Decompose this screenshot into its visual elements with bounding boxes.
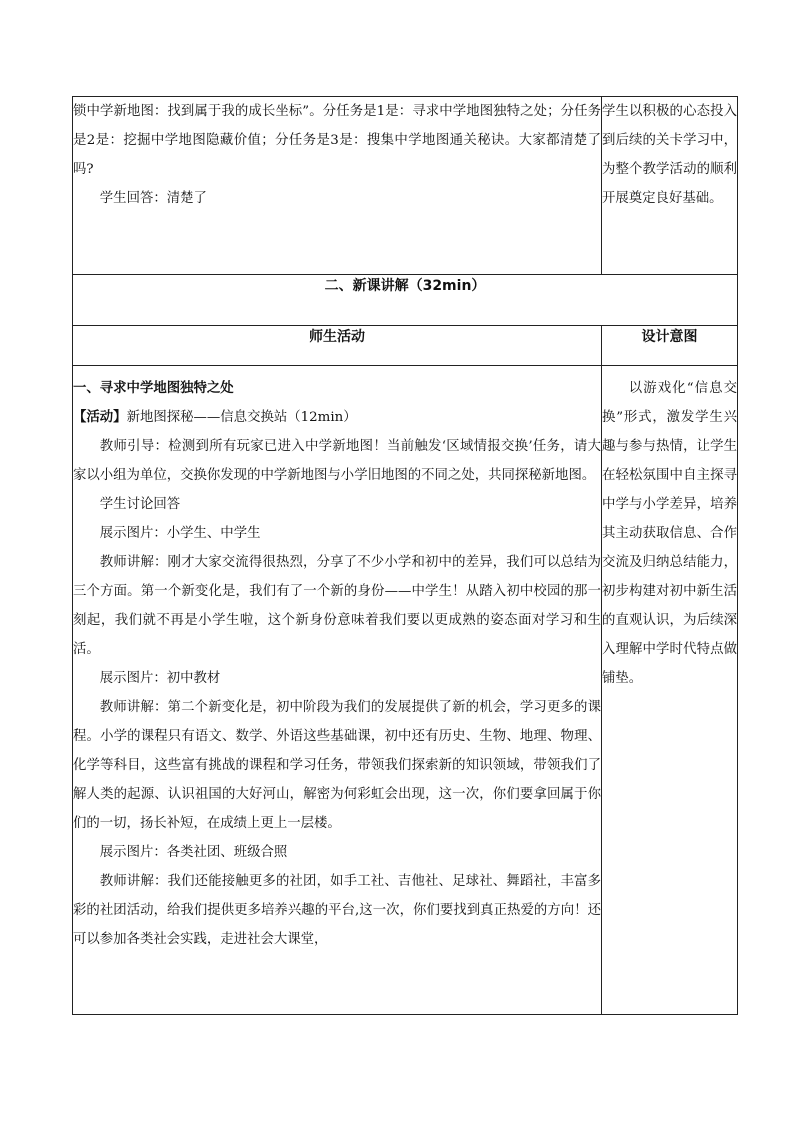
subsection-heading: 一、寻求中学地图独特之处 [73,381,234,396]
header-intent: 设计意图 [602,326,738,366]
lesson-plan-table [72,96,738,1015]
activity-cell [73,366,602,1015]
activity-tag: 【活动】 [73,410,127,425]
paragraph: 学生讨论回答 [99,497,181,512]
activity-title-line [73,403,601,432]
header-activity: 师生活动 [73,326,602,366]
student-answer: 学生回答：清楚了 [99,191,207,206]
column-header-row [73,326,738,366]
activity-cell [73,97,602,275]
paragraph: 教师讲解：刚才大家交流得很热烈，分享了不少小学和初中的差异，我们可以总结为三个方面。第一个新变化是，我们有了一个新的身份——中学生！从踏入初中校园的那一刻起，我们就不再是小学生啦，这个新身份意味着我们要以更成熟的姿态面对学习和生活。 [73,555,601,657]
table-row [73,97,738,275]
paragraph: 教师引导：检测到所有玩家已进入中学新地图！当前触发‘区域情报交换’任务，请大家以小组为单位，交换你发现的中学新地图与小学旧地图的不同之处，共同探秘新地图。 [73,439,601,483]
intent-cell [602,366,738,1015]
intent-text: 以游戏化“信息交换”形式，激发学生兴趣与参与热情，让学生在轻松氛围中自主探寻中学与小学差异，培养其主动获取信息、合作交流及归纳总结能力，初步构建对初中新生活的直观认识，为后续深入理解中学时代特点做铺垫。 [602,381,737,686]
activity-title: 新地图探秘——信息交换站（12min） [126,410,357,425]
intent-cell [602,97,738,275]
task-description: 锁中学新地图：找到属于我的成长坐标”。分任务是1是：寻求中学地图独特之处；分任务是2是：挖掘中学地图隐藏价值；分任务是3是：搜集中学地图通关秘诀。大家都清楚了吗? [73,104,601,177]
paragraph: 展示图片：小学生、中学生 [99,526,261,541]
paragraph: 教师讲解：我们还能接触更多的社团，如手工社、吉他社、足球社、舞蹈社，丰富多彩的社团活动，给我们提供更多培养兴趣的平台,这一次，你们要找到真正热爱的方向！还可以参加各类社会实践，走进社会大课堂， [73,874,601,947]
intent-text: 学生以积极的心态投入到后续的关卡学习中，为整个教学活动的顺利开展奠定良好基础。 [602,104,737,206]
paragraph: 教师讲解：第二个新变化是，初中阶段为我们的发展提供了新的机会，学习更多的课程。小学的课程只有语文、数学、外语这些基础课，初中还有历史、生物、地理、物理、化学等科目，这些富有挑战的课程和学习任务，带领我们探索新的知识领域，带领我们了解人类的起源、认识祖国的大好河山，解密为何彩虹会出现，这一次，你们要拿回属于你们的一切，扬长补短，在成绩上更上一层楼。 [73,700,601,831]
section-title: 二、新课讲解（32min） [73,275,738,326]
paragraph: 展示图片：各类社团、班级合照 [99,845,288,860]
paragraph: 展示图片：初中教材 [99,671,221,686]
section-title-row [73,275,738,326]
table-row [73,366,738,1015]
